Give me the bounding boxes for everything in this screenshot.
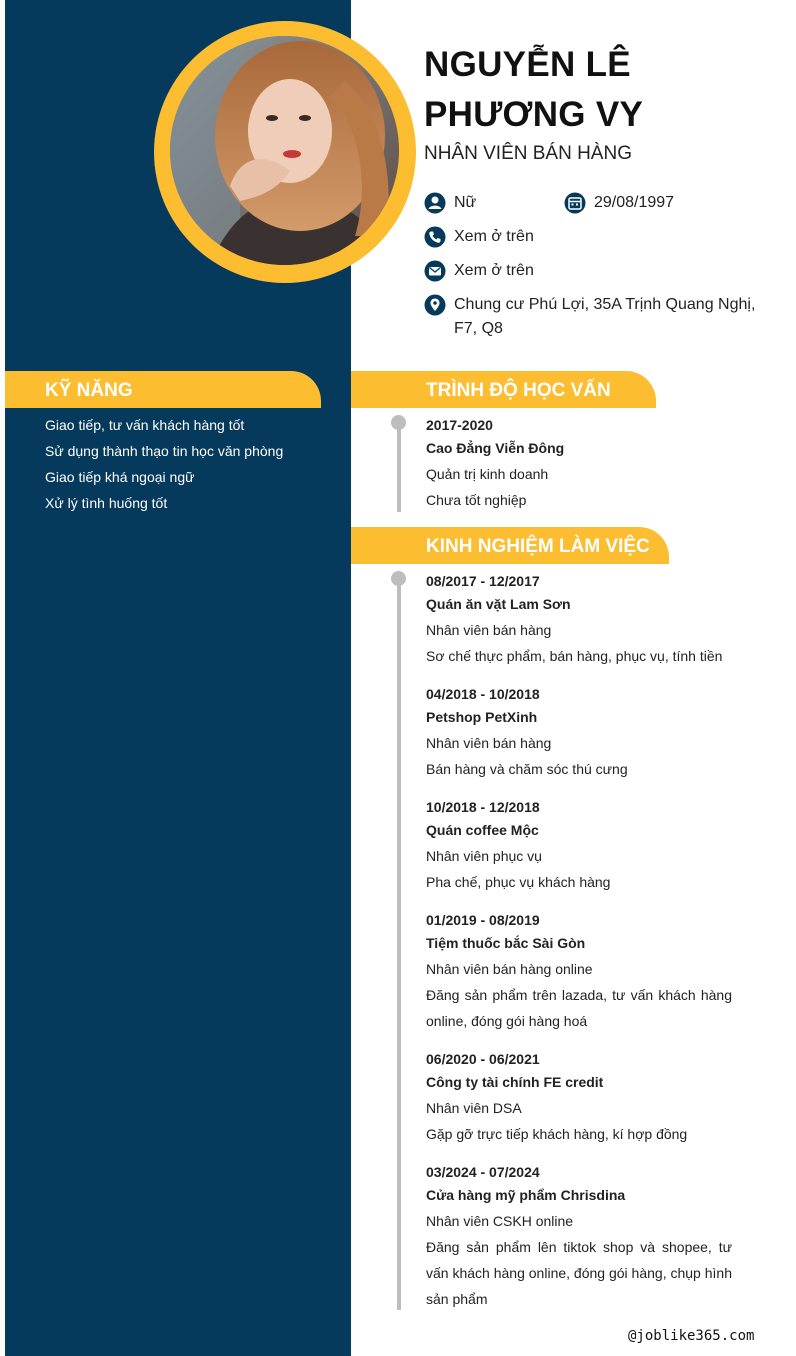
entry-org: Petshop PetXinh [426, 709, 538, 725]
education-heading: TRÌNH ĐỘ HỌC VẤN [351, 371, 656, 408]
entry-desc: Gặp gỡ trực tiếp khách hàng, kí hợp đồng [426, 1126, 688, 1142]
email-value: Xem ở trên [454, 262, 534, 279]
entry-org: Cửa hàng mỹ phẩm Chrisdina [426, 1187, 626, 1203]
entry-role: Nhân viên bán hàng online [426, 961, 593, 977]
entry-org: Tiệm thuốc bắc Sài Gòn [426, 935, 586, 951]
phone-value: Xem ở trên [454, 228, 534, 245]
entry-date: 01/2019 - 08/2019 [426, 912, 540, 928]
entry-role: Nhân viên bán hàng [426, 622, 552, 638]
experience-entry [426, 1162, 732, 1312]
watermark: @joblike365.com [628, 1328, 755, 1344]
skill-item: Giao tiếp, tư vấn khách hàng tốt [45, 417, 245, 433]
entry-desc: Chưa tốt nghiệp [426, 492, 527, 508]
location-icon [424, 294, 446, 316]
user-icon [424, 192, 446, 214]
entry-org: Công ty tài chính FE credit [426, 1074, 604, 1090]
entry-date: 04/2018 - 10/2018 [426, 686, 540, 702]
candidate-name: NGUYỄN LÊ PHƯƠNG VY [424, 45, 644, 134]
experience-entry [426, 910, 732, 1034]
skill-item: Giao tiếp khá ngoại ngữ [45, 469, 195, 485]
timeline-dot [391, 571, 406, 586]
experience-entry [426, 797, 732, 895]
entry-role: Quản trị kinh doanh [426, 466, 549, 482]
entry-org: Quán coffee Mộc [426, 822, 539, 838]
experience-heading: KINH NGHIỆM LÀM VIỆC [351, 527, 669, 564]
mail-icon [424, 260, 446, 282]
phone-icon [424, 226, 446, 248]
entry-date: 03/2024 - 07/2024 [426, 1164, 540, 1180]
entry-role: Nhân viên bán hàng [426, 735, 552, 751]
gender-value: Nữ [454, 194, 477, 211]
job-title: NHÂN VIÊN BÁN HÀNG [424, 143, 632, 164]
calendar-icon [564, 192, 586, 214]
timeline-dot [391, 415, 406, 430]
entry-org: Quán ăn vặt Lam Sơn [426, 596, 571, 612]
entry-desc: Sơ chế thực phẩm, bán hàng, phục vụ, tính tiền [426, 648, 723, 664]
entry-desc: Đăng sản phẩm trên lazada, tư vấn khách hàng online, đóng gói hàng hoá [426, 987, 732, 1029]
entry-desc: Đăng sản phẩm lên tiktok shop và shopee, tư vấn khách hàng online, đóng gói hàng, chụp hình sản phẩm [426, 1239, 732, 1307]
skill-item: Xử lý tình huống tốt [45, 495, 168, 511]
experience-timeline [397, 578, 401, 1310]
entry-role: Nhân viên CSKH online [426, 1213, 574, 1229]
entry-role: Nhân viên phục vụ [426, 848, 542, 864]
skill-item: Sử dụng thành thạo tin học văn phòng [45, 443, 284, 459]
entry-date: 10/2018 - 12/2018 [426, 799, 540, 815]
experience-entry [426, 684, 732, 782]
experience-entry [426, 571, 732, 669]
address-value: Chung cư Phú Lợi, 35A Trịnh Quang Nghị, F7, Q8 [454, 296, 756, 337]
birthday-value: 29/08/1997 [594, 194, 675, 211]
avatar [170, 36, 399, 265]
entry-desc: Pha chế, phục vụ khách hàng [426, 874, 611, 890]
entry-desc: Bán hàng và chăm sóc thú cưng [426, 761, 628, 777]
education-entry [426, 415, 732, 513]
entry-role: Nhân viên DSA [426, 1100, 522, 1116]
entry-date: 06/2020 - 06/2021 [426, 1051, 540, 1067]
experience-entry [426, 1049, 732, 1147]
education-timeline [397, 422, 401, 512]
entry-date: 2017-2020 [426, 417, 493, 433]
skills-heading: KỸ NĂNG [5, 371, 321, 408]
entry-org: Cao Đẳng Viễn Đông [426, 440, 565, 456]
entry-date: 08/2017 - 12/2017 [426, 573, 540, 589]
